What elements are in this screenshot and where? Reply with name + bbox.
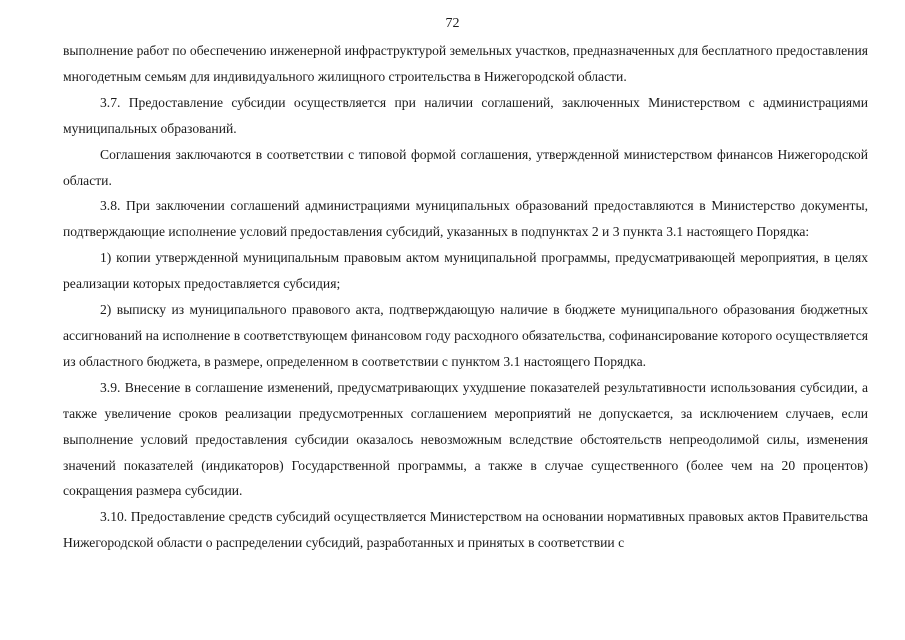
paragraph-3-7: 3.7. Предоставление субсидии осуществляется при наличии соглашений, заключенных Министерством с администрациями муниципальных образований.	[63, 94, 868, 136]
paragraph-agreements: Соглашения заключаются в соответствии с типовой формой соглашения, утвержденной министерством финансов Нижегородской области.	[63, 146, 868, 188]
paragraph-3-9: 3.9. Внесение в соглашение изменений, предусматривающих ухудшение показателей результативности использования субсидии, а также увеличение сроков реализации предусмотренных соглашением мероприятий не допускается, за исключением случаев, если выполнение условий предоставления субсидии оказалось невозможным вследствие обстоятельств непреодолимой силы, изменения значений показателей (индикаторов) Государственной программы, а также в случае существенного (более чем на 20 процентов) сокращения размера субсидии.	[63, 379, 868, 499]
list-item-2: 2) выписку из муниципального правового акта, подтверждающую наличие в бюджете муниципального образования бюджетных ассигнований на исполнение в соответствующем финансовом году расходного обязательства, софинансирование которого осуществляется из областного бюджета, в размере, определенном в соответствии с пунктом 3.1 настоящего Порядка.	[63, 302, 868, 369]
paragraph-continuation: выполнение работ по обеспечению инженерной инфраструктурой земельных участков, предназначенных для бесплатного предоставления многодетным семьям для индивидуального жилищного строительства в Нижегородской области.	[63, 43, 868, 84]
paragraph-3-10: 3.10. Предоставление средств субсидий осуществляется Министерством на основании нормативных правовых актов Правительства Нижегородской области о распределении субсидий, разработанных и принятых в соответствии с	[63, 509, 868, 551]
document-body	[63, 38, 868, 556]
paragraph-3-8: 3.8. При заключении соглашений администрациями муниципальных образований предоставляются в Министерство документы, подтверждающие исполнение условий предоставления субсидий, указанных в подпунктах 2 и 3 пункта 3.1 настоящего Порядка:	[63, 198, 868, 240]
page-number: 72	[445, 16, 460, 31]
list-item-1: 1) копии утвержденной муниципальным правовым актом муниципальной программы, предусматривающей мероприятия, в целях реализации которых предоставляется субсидия;	[63, 250, 868, 292]
